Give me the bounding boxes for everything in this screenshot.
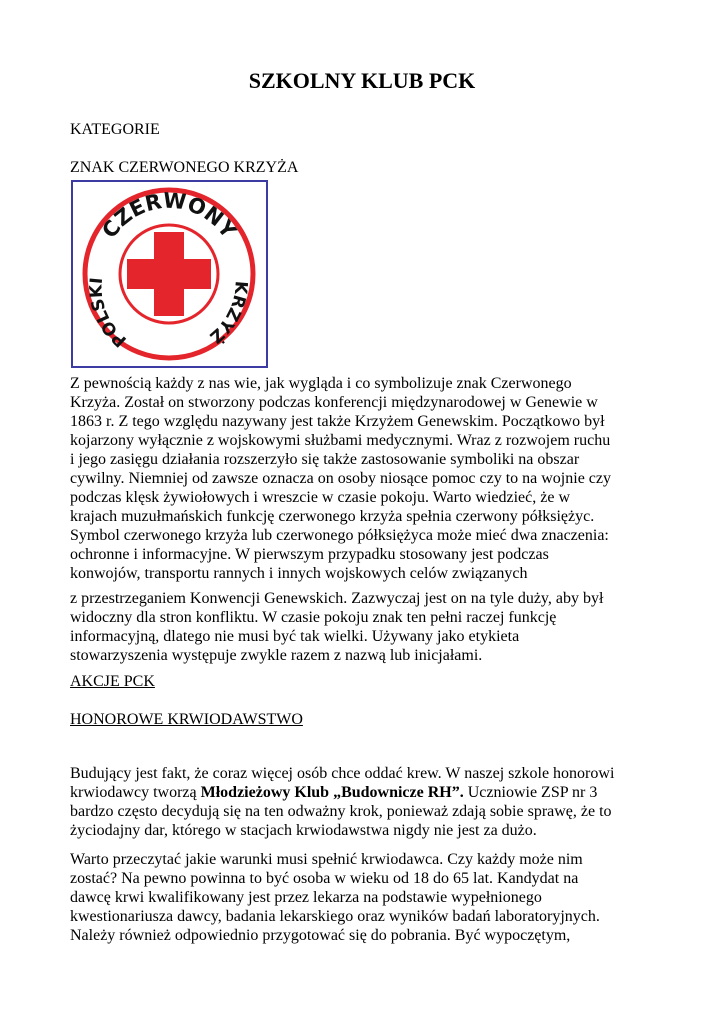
paragraph-1-line: Z pewnością każdy z nas wie, jak wygląda i co symbolizuje znak Czerwonego: [70, 375, 572, 392]
paragraph-3-line: bardzo często decydują się na ten odważny krok, ponieważ zdają sobie sprawę, że to: [70, 803, 612, 820]
paragraph-1-line: Symbol czerwonego krzyża lub czerwonego półksiężyca może mieć dwa znaczenia:: [70, 527, 609, 544]
logo-text-krzyz: KRZYŻ: [205, 280, 251, 347]
paragraph-4-line: Warto przeczytać jakie warunki musi spełnić krwiodawca. Czy każdy może nim: [70, 851, 583, 868]
paragraph-3-text: Uczniowie ZSP nr 3: [463, 784, 598, 801]
heading-kategorie[interactable]: KATEGORIE: [70, 121, 160, 138]
paragraph-2-line: informacyjną, dlatego nie musi być tak wielki. Używany jako etykieta: [70, 628, 520, 645]
paragraph-3-line: Budujący jest fakt, że coraz więcej osób chce oddać krew. W naszej szkole honorowi: [70, 765, 615, 782]
page-title: SZKOLNY KLUB PCK: [248, 68, 476, 93]
logo-text-czerwony: CZERWONY: [97, 188, 241, 243]
polish-red-cross-logo: [71, 180, 268, 368]
paragraph-1-line: ochronne i informacyjne. W pierwszym przypadku stosowany jest podczas: [70, 546, 549, 563]
svg-text:KRZYŻ: [205, 280, 250, 348]
paragraph-1-line: 1863 r. Z tego względu nazywany jest także Krzyżem Genewskim. Początkowo był: [70, 413, 605, 430]
red-cross-emblem-icon: [73, 182, 266, 366]
paragraph-3-line: życiodajny dar, którego w stacjach krwiodawstwa nigdy nie jest za dużo.: [70, 822, 537, 839]
paragraph-1-line: krajach muzułmańskich funkcję czerwonego krzyża spełnia czerwony półksiężyc.: [70, 508, 595, 525]
paragraph-1-line: podczas klęsk żywiołowych i wreszcie w czasie pokoju. Warto wiedzieć, że w: [70, 489, 571, 506]
heading-znak-czerwonego-krzyza[interactable]: ZNAK CZERWONEGO KRZYŻA: [70, 159, 299, 176]
club-name: Młodzieżowy Klub „Budownicze RH”.: [200, 784, 464, 801]
link-akcje-pck[interactable]: AKCJE PCK: [70, 673, 155, 690]
paragraph-1-line: Krzyża. Został on stworzony podczas konferencji międzynarodowej w Genewie w: [70, 394, 598, 411]
paragraph-4-line: dawcę krwi kwalifikowany jest przez lekarza na podstawie wypełnionego: [70, 889, 542, 906]
paragraph-1-line: cywilny. Niemniej od zawsze oznacza on osoby niosące pomoc czy to na wojnie czy: [70, 470, 611, 487]
paragraph-1-line: konwojów, transportu rannych i innych wojskowych celów związanych: [70, 565, 528, 582]
paragraph-3-text: krwiodawcy tworzą: [70, 784, 201, 801]
paragraph-2-line: z przestrzeganiem Konwencji Genewskich. Zazwyczaj jest on na tyle duży, aby był: [70, 590, 604, 607]
paragraph-4-line: Należy również odpowiednio przygotować się do pobrania. Być wypoczętym,: [70, 927, 571, 944]
paragraph-1-line: i jego zasięgu działania rozszerzyło się także zastosowanie symboliki na obszar: [70, 451, 580, 468]
paragraph-2-line: widoczny dla stron konfliktu. W czasie pokoju znak ten pełni raczej funkcję: [70, 609, 557, 626]
paragraph-4-line: kwestionariusza dawcy, badania lekarskiego oraz wyników badań laboratoryjnych.: [70, 908, 600, 925]
logo-text-polski: POLSKI: [86, 276, 131, 351]
paragraph-4-line: zostać? Na pewno powinna to być osoba w wieku od 18 do 65 lat. Kandydat na: [70, 870, 579, 887]
link-honorowe-krwiodawstwo[interactable]: HONOROWE KRWIODAWSTWO: [70, 711, 303, 728]
paragraph-1-line: kojarzony wyłącznie z wojskowymi służbami medycznymi. Wraz z rozwojem ruchu: [70, 432, 611, 449]
paragraph-3-line: [70, 783, 597, 802]
paragraph-2-line: stowarzyszenia występuje zwykle razem z nazwą lub inicjałami.: [70, 647, 483, 664]
